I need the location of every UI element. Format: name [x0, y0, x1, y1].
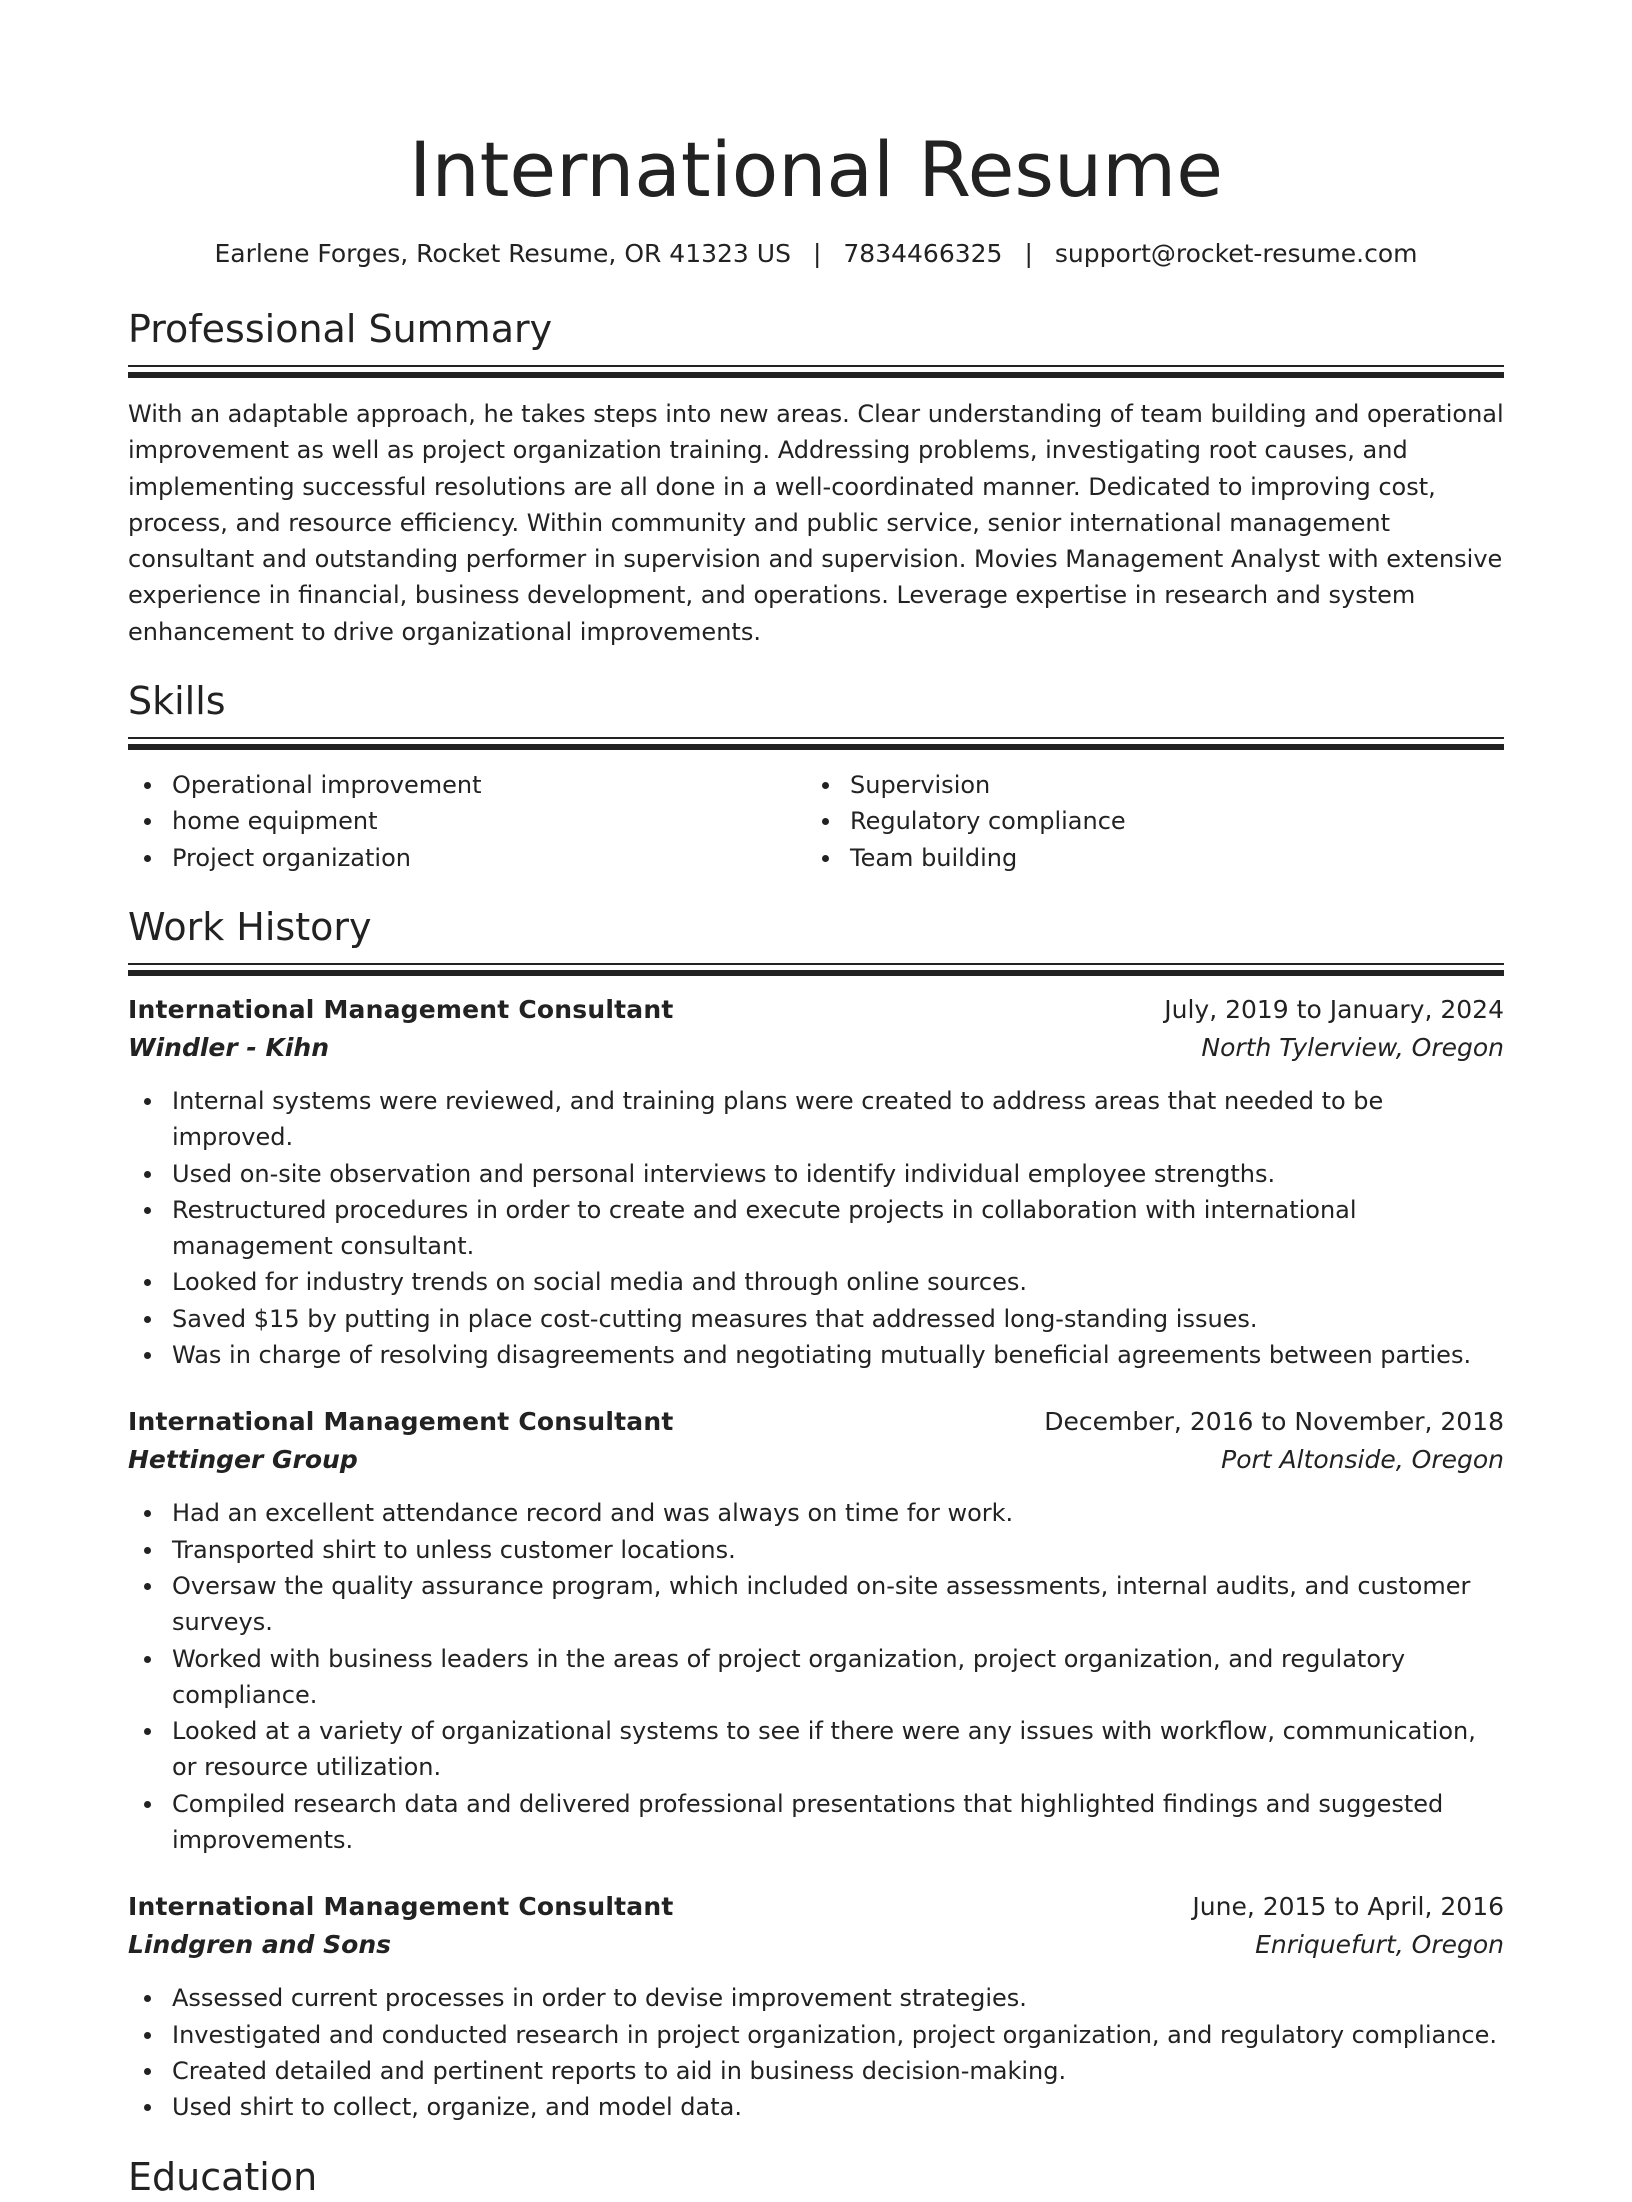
job-entry [128, 1403, 1504, 1858]
job-bullet-list [128, 1980, 1504, 2125]
job-bullet: Transported shirt to unless customer locations. [128, 1532, 1504, 1568]
skills-column-left [128, 767, 806, 876]
section-divider [128, 737, 1504, 750]
job-subheader [128, 1029, 1504, 1067]
job-company: Hettinger Group [128, 1445, 358, 1475]
education-heading: Education [128, 2154, 318, 2199]
document-title: International Resume [409, 125, 1223, 214]
contact-separator: | [1024, 239, 1033, 268]
summary-heading: Professional Summary [128, 307, 553, 351]
contact-address: Earlene Forges, Rocket Resume, OR 41323 US [214, 239, 791, 268]
job-dates: July, 2019 to January, 2024 [1164, 994, 1504, 1024]
contact-line [128, 237, 1504, 271]
skill-item: Regulatory compliance [806, 803, 1484, 839]
job-bullet: Had an excellent attendance record and was always on time for work. [128, 1495, 1504, 1531]
job-bullet: Saved $15 by putting in place cost-cutting measures that addressed long-standing issues. [128, 1301, 1504, 1337]
job-bullet: Used on-site observation and personal interviews to identify individual employee strengths. [128, 1156, 1504, 1192]
section-divider [128, 963, 1504, 976]
job-bullet: Oversaw the quality assurance program, which included on-site assessments, internal audits, and customer surveys. [128, 1568, 1504, 1641]
job-title: International Management Consultant [128, 994, 674, 1024]
job-header [128, 1403, 1504, 1441]
job-company: Windler - Kihn [128, 1032, 330, 1062]
job-location: Enriquefurt, Oregon [1255, 1930, 1504, 1960]
job-bullet: Internal systems were reviewed, and training plans were created to address areas that needed to be improved. [128, 1083, 1504, 1156]
education-section [128, 2152, 1504, 2202]
job-entry [128, 1888, 1504, 2125]
job-bullet: Created detailed and pertinent reports to aid in business decision-making. [128, 2053, 1504, 2089]
skill-item: Team building [806, 840, 1484, 876]
skill-item: Supervision [806, 767, 1484, 803]
contact-phone: 7834466325 [843, 239, 1003, 268]
contact-separator: | [812, 239, 822, 268]
job-location: North Tylerview, Oregon [1201, 1032, 1504, 1062]
summary-section [128, 304, 1504, 650]
work-history-section [128, 902, 1504, 2126]
job-title: International Management Consultant [128, 1892, 674, 1922]
job-company: Lindgren and Sons [128, 1930, 392, 1960]
job-bullet: Restructured procedures in order to create and execute projects in collaboration with international management consultant. [128, 1192, 1504, 1265]
job-header [128, 1888, 1504, 1926]
skill-item: home equipment [128, 803, 806, 839]
job-bullet: Looked at a variety of organizational systems to see if there were any issues with workflow, communication, or resource utilization. [128, 1713, 1504, 1786]
skills-list [128, 767, 1504, 876]
job-bullet: Looked for industry trends on social media and through online sources. [128, 1264, 1504, 1300]
skills-section [128, 676, 1504, 876]
resume-page [128, 0, 1504, 2202]
job-bullet-list [128, 1495, 1504, 1858]
job-bullet: Compiled research data and delivered professional presentations that highlighted findings and suggested improvements. [128, 1786, 1504, 1859]
job-dates: June, 2015 to April, 2016 [1192, 1892, 1504, 1922]
job-bullet: Was in charge of resolving disagreements and negotiating mutually beneficial agreements between parties. [128, 1337, 1504, 1373]
job-bullet-list [128, 1083, 1504, 1373]
section-divider [128, 365, 1504, 378]
skill-item: Operational improvement [128, 767, 806, 803]
job-subheader [128, 1926, 1504, 1964]
job-title: International Management Consultant [128, 1407, 674, 1437]
job-subheader [128, 1441, 1504, 1479]
work-history-heading: Work History [128, 904, 372, 949]
job-dates: December, 2016 to November, 2018 [1044, 1407, 1504, 1437]
job-bullet: Investigated and conducted research in project organization, project organization, and regulatory compliance. [128, 2017, 1504, 2053]
contact-email: support@rocket-resume.com [1054, 239, 1418, 268]
job-bullet: Used shirt to collect, organize, and model data. [128, 2089, 1504, 2125]
job-header [128, 991, 1504, 1029]
job-bullet: Worked with business leaders in the areas of project organization, project organization, and regulatory compliance. [128, 1641, 1504, 1714]
skill-item: Project organization [128, 840, 806, 876]
summary-text: With an adaptable approach, he takes steps into new areas. Clear understanding of team building and operational improvement as well as project organization training. Addressing problems, investigating root causes, and implementing successful resolutions are all done in a well-coordinated manner. Dedicated to improving cost, process, and resource efficiency. Within community and public service, senior international management consultant and outstanding performer in supervision and supervision. Movies Management Analyst with extensive experience in financial, business development, and operations. Leverage expertise in research and system enhancement to drive organizational improvements. [128, 400, 1504, 646]
skills-heading: Skills [128, 679, 226, 724]
job-location: Port Altonside, Oregon [1221, 1445, 1504, 1475]
job-bullet: Assessed current processes in order to devise improvement strategies. [128, 1980, 1504, 2016]
job-entry [128, 991, 1504, 1373]
skills-column-right [806, 767, 1484, 876]
